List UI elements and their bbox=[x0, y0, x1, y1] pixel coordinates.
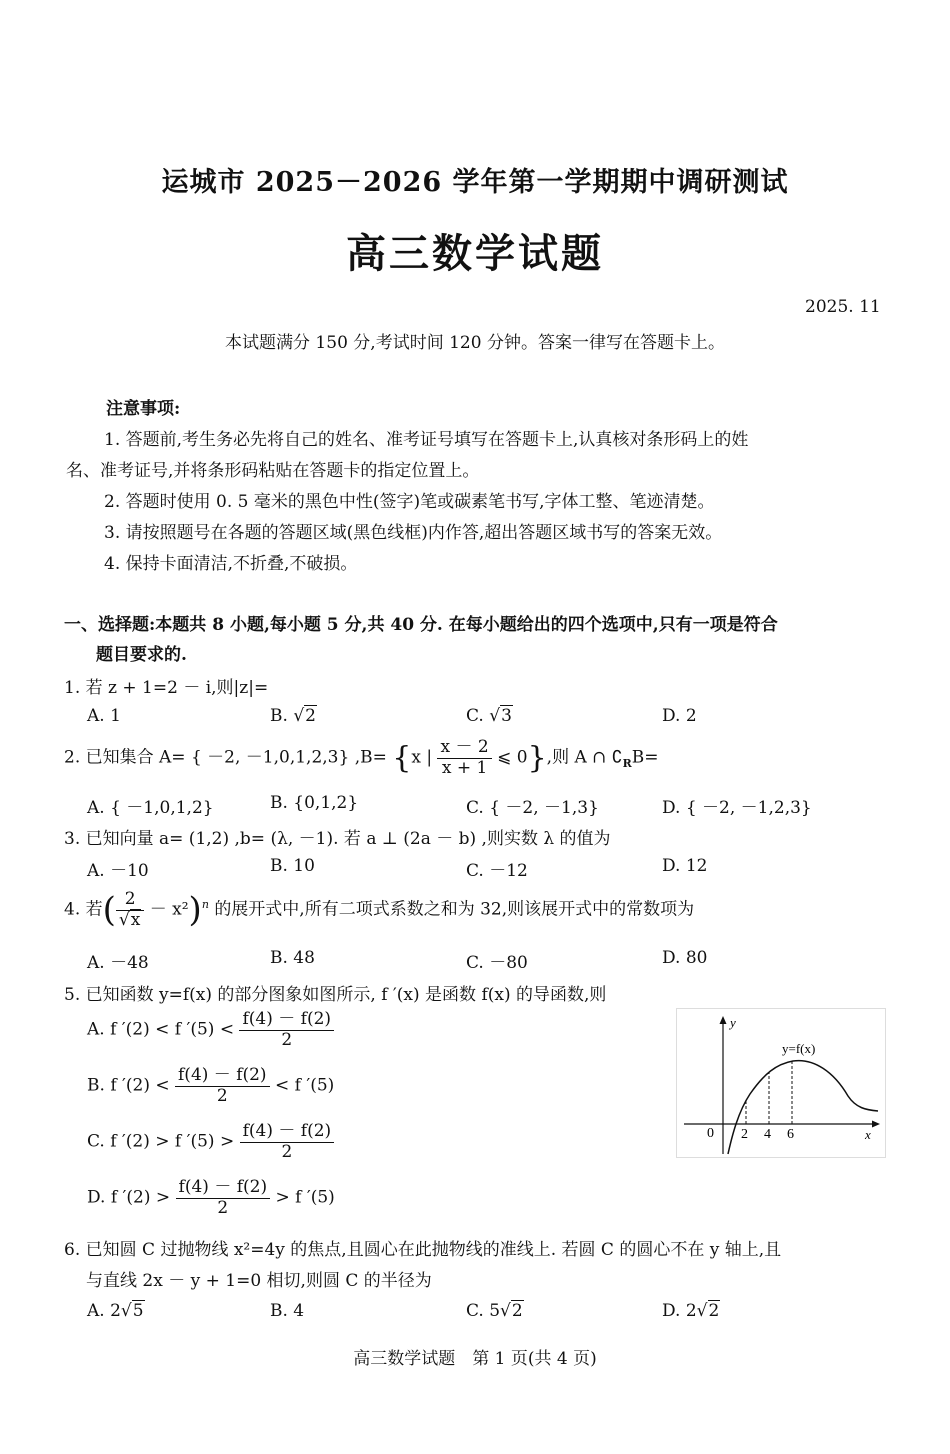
question-3-stem: 3. 已知向量 a= (1,2) ,b= (λ, －1). 若 a ⊥ (2a － b) ,则实数 λ 的值为 bbox=[64, 829, 611, 849]
q5-option-b: B. f ′(2) < $\frac{f(4) - f(2)}{2}$ < f ′(5) bbox=[87, 1065, 335, 1106]
note-2: 2. 答题时使用 0. 5 毫米的黑色中性(签字)笔或碳素笔书写,字体工整、笔迹清楚。 bbox=[104, 492, 715, 512]
q1-option-a: A. 1 bbox=[87, 706, 121, 726]
function-graph bbox=[676, 1008, 886, 1158]
exam-title: 运城市 2025－2026 学年第一学期期中调研测试 bbox=[161, 167, 789, 198]
q6-option-d: D. 2√2 bbox=[662, 1301, 720, 1321]
q4-fraction: $\frac{2}{√x}$ bbox=[116, 890, 144, 930]
tick-label-2: 2 bbox=[741, 1127, 748, 1142]
q2-fraction: $\frac{x - 2}{x + 1}$ bbox=[437, 738, 491, 778]
question-1-stem: 1. 若 z + 1=2 － i,则|z|= bbox=[64, 678, 269, 698]
section-1-heading: 一、选择题:本题共 8 小题,每小题 5 分,共 40 分. 在每小题给出的四个选项中,只有一项是符合 bbox=[64, 615, 778, 635]
function-curve bbox=[728, 1061, 878, 1154]
q6-option-c: C. 5√2 bbox=[466, 1301, 523, 1321]
q5-option-c: C. f ′(2) > f ′(5) > $\frac{f(4) - f(2)}{2}$ bbox=[87, 1122, 334, 1162]
note-4: 4. 保持卡面清洁,不折叠,不破损。 bbox=[104, 554, 358, 574]
tick-label-4: 4 bbox=[764, 1127, 771, 1142]
origin-label: 0 bbox=[707, 1126, 714, 1141]
q4-option-a: A. －48 bbox=[87, 953, 149, 973]
q6-option-a: A. 2√5 bbox=[87, 1301, 144, 1321]
q2-option-c: C. { －2, －1,3} bbox=[466, 798, 599, 818]
q4-option-c: C. －80 bbox=[466, 953, 528, 973]
q5-option-a: A. f ′(2) < f ′(5) < $\frac{f(4) - f(2)}{2}$ bbox=[87, 1010, 334, 1050]
q4-option-b: B. 48 bbox=[270, 948, 315, 968]
q4-option-d: D. 80 bbox=[662, 948, 708, 968]
question-2-stem: 2. 已知集合 A= { －2, －1,0,1,2,3} ,B= {x | $\frac{x - 2}{x + 1}$ ⩽ 0},则 A ∩ $∁_RB=$ bbox=[64, 737, 659, 778]
x-axis-arrow bbox=[872, 1121, 880, 1128]
q2-option-d: D. { －2, －1,2,3} bbox=[662, 798, 812, 818]
y-axis-label: y bbox=[730, 1015, 736, 1030]
x-axis-label: x bbox=[865, 1127, 871, 1142]
q3-option-d: D. 12 bbox=[662, 856, 708, 876]
q1-option-c: C. √3 bbox=[466, 706, 512, 726]
q2-option-a: A. { －1,0,1,2} bbox=[87, 798, 214, 818]
note-1-line-1: 1. 答题前,考生务必先将自己的姓名、准考证号填写在答题卡上,认真核对条形码上的姓 bbox=[104, 430, 749, 450]
q5-option-d: D. f ′(2) > $\frac{f(4) - f(2)}{2}$ > f ′(5) bbox=[87, 1177, 335, 1218]
q3-option-c: C. －12 bbox=[466, 861, 528, 881]
intro-text: 本试题满分 150 分,考试时间 120 分钟。答案一律写在答题卡上。 bbox=[225, 333, 725, 353]
q6-option-b: B. 4 bbox=[270, 1301, 305, 1321]
q3-option-a: A. －10 bbox=[87, 861, 149, 881]
question-6-line-2: 与直线 2x － y + 1=0 相切,则圆 C 的半径为 bbox=[86, 1271, 432, 1291]
exam-date: 2025. 11 bbox=[805, 297, 881, 317]
q1-option-b: B. √2 bbox=[270, 706, 316, 726]
question-5-stem: 5. 已知函数 y=f(x) 的部分图象如图所示, f ′(x) 是函数 f(x) 的导函数,则 bbox=[64, 985, 607, 1005]
notes-heading: 注意事项: bbox=[106, 399, 181, 419]
q1-option-d: D. 2 bbox=[662, 706, 697, 726]
question-4-stem: 4. 若( $\frac{2}{√x}$ － x²)$^n$ 的展开式中,所有二项式系数之和为 32,则该展开式中的常数项为 bbox=[64, 889, 695, 931]
q3-option-b: B. 10 bbox=[270, 856, 315, 876]
page-footer: 高三数学试题 第 1 页(共 4 页) bbox=[353, 1349, 597, 1369]
curve-label: y=f(x) bbox=[782, 1041, 816, 1056]
question-6-line-1: 6. 已知圆 C 过抛物线 x²=4y 的焦点,且圆心在此抛物线的准线上. 若圆 C 的圆心不在 y 轴上,且 bbox=[64, 1240, 782, 1260]
tick-label-6: 6 bbox=[787, 1127, 794, 1142]
subject-title: 高三数学试题 bbox=[346, 230, 604, 277]
note-3: 3. 请按照题号在各题的答题区域(黑色线框)内作答,超出答题区域书写的答案无效。 bbox=[104, 523, 723, 543]
note-1-line-2: 名、准考证号,并将条形码粘贴在答题卡的指定位置上。 bbox=[66, 461, 480, 481]
q2-option-b: B. {0,1,2} bbox=[270, 793, 359, 813]
y-axis-arrow bbox=[720, 1016, 727, 1024]
section-1-heading-cont: 题目要求的. bbox=[96, 645, 187, 665]
